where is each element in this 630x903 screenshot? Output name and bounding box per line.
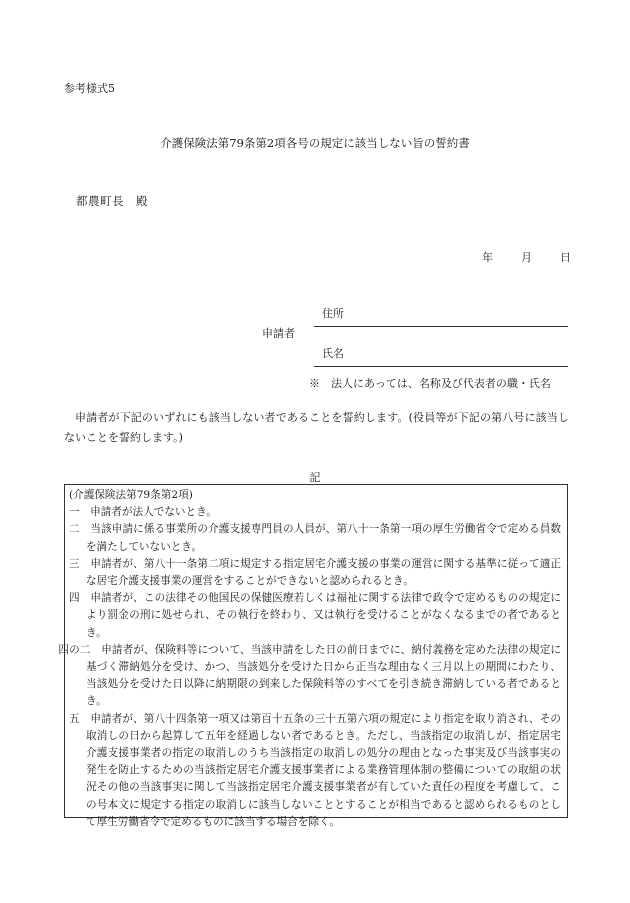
corporate-note: ※ 法人にあっては、名称及び代表者の職・氏名 <box>309 377 551 390</box>
addressee: 都農町長 殿 <box>76 194 148 208</box>
provision-item-5: 五 申請者が、第八十四条第一項又は第百十五条の三十五第六項の規定により指定を取り消され、その取消しの日から起算して五年を経過しない者であるとき。ただし、当該指定の取消しが、指定居宅介護支援事業者の指定の取消しのうち当該指定の取消しの処分の理由となった事実及び当該事実の発生を防止するための当該指定居宅介護支援事業者による業務管理体制の整備についての取組の状況その他の当該事実に関して当該指定居宅介護支援事業者が有していた責任の程度を考慮して、この号本文に規定する指定の取消しに該当しないこととすることが相当であると認められるものとして厚生労働省令で定めるものに該当する場合を除く。 <box>69 712 561 828</box>
date-year: 年 <box>482 251 493 264</box>
address-label: 住所 <box>322 307 344 320</box>
provision-item-2: 二 当該申請に係る事業所の介護支援専門員の人員が、第八十一条第一項の厚生労働省令で定める員数を満たしていないとき。 <box>69 523 561 553</box>
applicant-label: 申請者 <box>262 327 295 340</box>
provisions-box <box>58 484 568 828</box>
pledge-statement: 申請者が下記のいずれにも該当しない者であることを誓約します。(役員等が下記の第八号に該当しないことを誓約します。) <box>64 411 569 444</box>
provision-item-4-2: 四の二 申請者が、保険料等について、当該申請をした日の前日までに、納付義務を定めた法律の規定に基づく滞納処分を受け、かつ、当該処分を受けた日から正当な理由なく三月以上の期間にわたり、当該処分を受けた日以降に納期限の到来した保険料等のすべてを引き続き滞納している者であるとき。 <box>58 643 561 708</box>
form-number: 参考様式5 <box>64 82 115 95</box>
date-month: 月 <box>521 251 532 264</box>
date-line <box>482 249 571 265</box>
provision-item-1: 一 申請者が法人でないとき。 <box>69 506 217 519</box>
document-title: 介護保険法第79条第2項各号の規定に該当しない旨の誓約書 <box>160 136 470 150</box>
name-label: 氏名 <box>322 347 344 360</box>
provision-item-4: 四 申請者が、この法律その他国民の保健医療若しくは福祉に関する法律で政令で定めるものの規定により罰金の刑に処せられ、その執行を終わり、又は執行を受けることがなくなるまでの者であるとき。 <box>69 592 561 639</box>
provision-item-3: 三 申請者が、第八十一条第二項に規定する指定居宅介護支援の事業の運営に関する基準に従って適正な居宅介護支援事業の運営をすることができないと認められるとき。 <box>69 557 561 588</box>
name-line <box>314 366 568 367</box>
provisions-heading: (介護保険法第79条第2項) <box>69 489 193 501</box>
ki-heading: 記 <box>309 471 321 484</box>
date-day: 日 <box>560 251 571 264</box>
address-line <box>314 326 568 327</box>
